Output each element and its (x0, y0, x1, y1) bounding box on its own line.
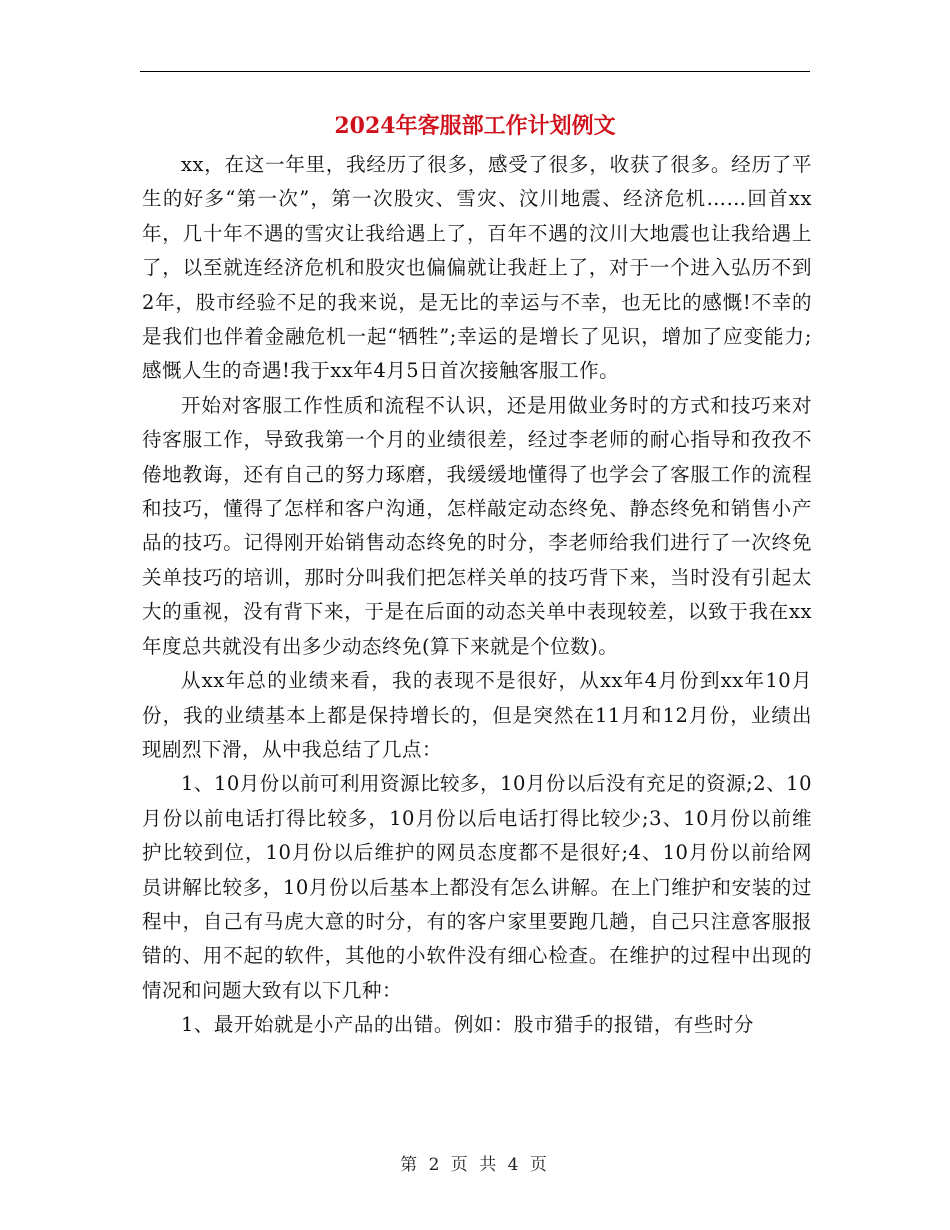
paragraph-4: 1、10月份以前可利用资源比较多，10月份以后没有充足的资源;2、10月份以前电话打得比较多，10月份以后电话打得比较少;3、10月份以前维护比较到位，10月份以后维护的网员态度都不是很好;4、10月份以前给网员讲解比较多，10月份以后基本上都没有怎么讲解。在上门维护和安装的过程中，自己有马虎大意的时分，有的客户家里要跑几趟，自己只注意客服报错的、用不起的软件，其他的小软件没有细心检查。在维护的过程中出现的情况和问题大致有以下几种： (142, 772, 812, 1002)
paragraph-5: 1、最开始就是小产品的出错。例如：股市猎手的报错，有些时分 (181, 1013, 754, 1037)
document-body (142, 148, 812, 1043)
document-title: 2024年客服部工作计划例文 (334, 113, 616, 139)
paragraph-2: 开始对客服工作性质和流程不认识，还是用做业务时的方式和技巧来对待客服工作，导致我第一个月的业绩很差，经过李老师的耐心指导和孜孜不倦地教诲，还有自己的努力琢磨，我缓缓地懂得了也学会了客服工作的流程和技巧，懂得了怎样和客户沟通，怎样敲定动态终免、静态终免和销售小产品的技巧。记得刚开始销售动态终免的时分，李老师给我们进行了一次终免关单技巧的培训，那时分叫我们把怎样关单的技巧背下来，当时没有引起太大的重视，没有背下来，于是在后面的动态关单中表现较差，以致于我在xx年度总共就没有出多少动态终免(算下来就是个位数)。 (142, 393, 812, 658)
page-number-footer: 第 2 页 共 4 页 (400, 1155, 550, 1175)
header-rule (140, 71, 810, 72)
paragraph-1: xx，在这一年里，我经历了很多，感受了很多，收获了很多。经历了平生的好多“第一次”，第一次股灾、雪灾、汶川地震、经济危机……回首xx年，几十年不遇的雪灾让我给遇上了，百年不遇的汶川大地震也让我给遇上了，以至就连经济危机和股灾也偏偏就让我赶上了，对于一个进入弘历不到2年，股市经验不足的我来说，是无比的幸运与不幸，也无比的感慨!不幸的是我们也伴着金融危机一起“牺牲”;幸运的是增长了见识，增加了应变能力;感慨人生的奇遇!我于xx年4月5日首次接触客服工作。 (142, 153, 812, 383)
paragraph-3: 从xx年总的业绩来看，我的表现不是很好，从xx年4月份到xx年10月份，我的业绩基本上都是保持增长的，但是突然在11月和12月份，业绩出现剧烈下滑，从中我总结了几点： (142, 669, 812, 761)
